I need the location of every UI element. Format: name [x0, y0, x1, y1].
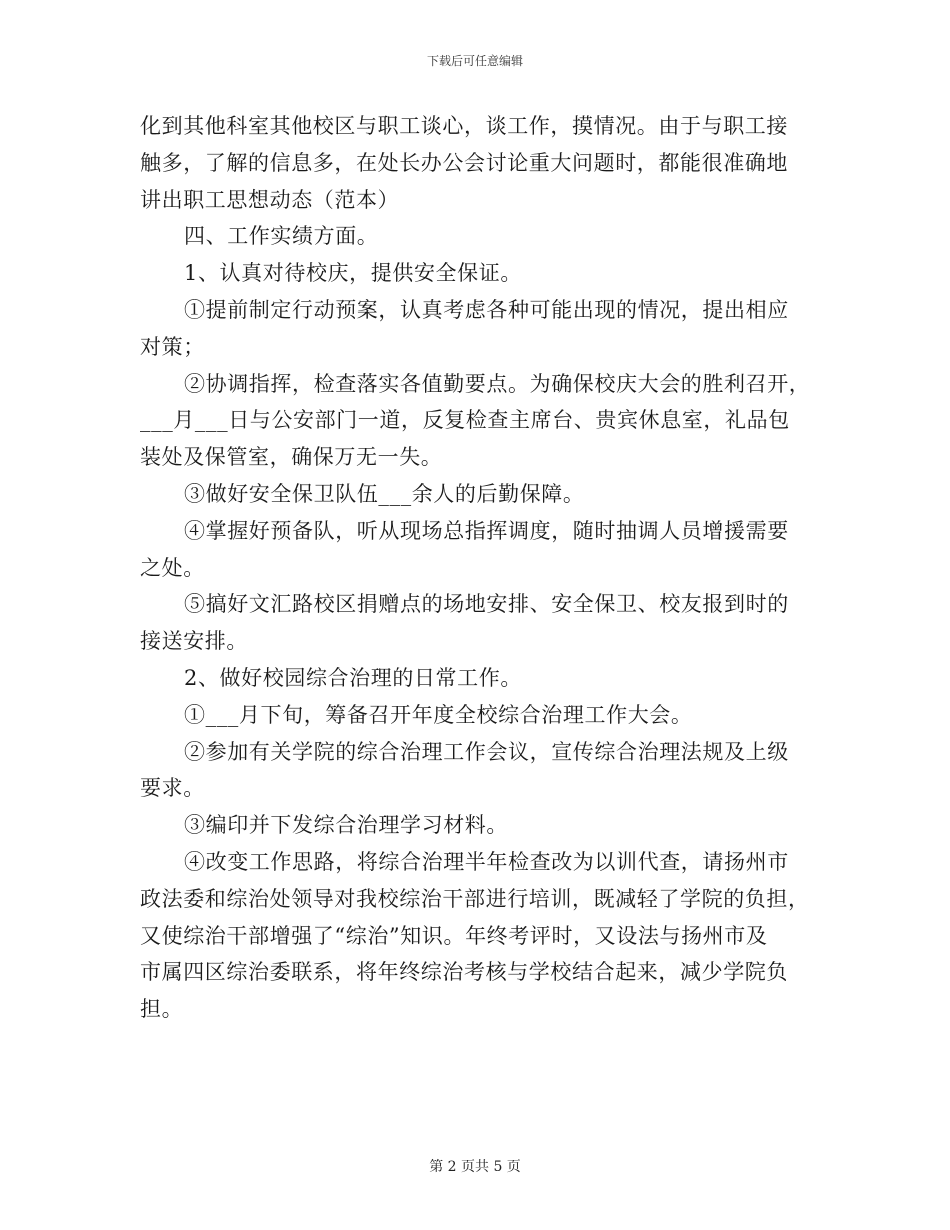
text-line: 接送安排。: [140, 629, 248, 654]
text-line: 之处。: [140, 555, 205, 580]
text-line: ①提前制定行动预案，认真考虑各种可能出现的情况，提出相应: [184, 297, 789, 322]
text-line: ___月___日与公安部门一道，反复检查主席台、贵宾休息室，礼品包: [140, 408, 790, 433]
subsection-heading: 2、做好校园综合治理的日常工作。: [184, 665, 522, 690]
text-line: ①___月下旬，筹备召开年度全校综合治理工作大会。: [184, 702, 693, 727]
text-line: ②参加有关学院的综合治理工作会议，宣传综合治理法规及上级: [184, 739, 789, 764]
text-line: 担。: [140, 997, 184, 1022]
text-line: 化到其他科室其他校区与职工谈心，谈工作，摸情况。由于与职工接: [140, 114, 788, 138]
page-footer: 第 2 页共 5 页: [429, 1159, 521, 1175]
text-line: 又使综治干部增强了“综治”知识。年终考评时，又设法与扬州市及: [140, 923, 768, 948]
text-line: 政法委和综治处领导对我校综治干部进行培训，既减轻了学院的负担，: [140, 886, 810, 911]
page-header: 下载后可任意编辑: [426, 54, 523, 68]
text-line: ④掌握好预备队，听从现场总指挥调度，随时抽调人员增援需要: [184, 518, 789, 543]
text-line: ②协调指挥，检查落实各值勤要点。为确保校庆大会的胜利召开，: [184, 371, 811, 396]
text-line: 装处及保管室，确保万无一失。: [140, 445, 443, 470]
document-body: [140, 108, 812, 1028]
text-line: 要求。: [140, 776, 205, 801]
text-line: ④改变工作思路，将综合治理半年检查改为以训代查，请扬州市: [184, 849, 789, 874]
text-line: ③编印并下发综合治理学习材料。: [184, 813, 508, 838]
text-line: 讲出职工思想动态（范本）: [140, 187, 400, 212]
text-line: 对策；: [140, 334, 205, 359]
text-line: ③做好安全保卫队伍___余人的后勤保障。: [184, 481, 585, 506]
text-line: ⑤搞好文汇路校区捐赠点的场地安排、安全保卫、校友报到时的: [184, 592, 789, 617]
subsection-heading: 1、认真对待校庆，提供安全保证。: [184, 261, 522, 286]
text-line: 触多，了解的信息多，在处长办公会讨论重大问题时，都能很准确地: [140, 150, 788, 175]
text-line: 市属四区综治委联系，将年终综治考核与学校结合起来，减少学院负: [140, 960, 788, 985]
section-heading: 四、工作实绩方面。: [184, 224, 379, 249]
